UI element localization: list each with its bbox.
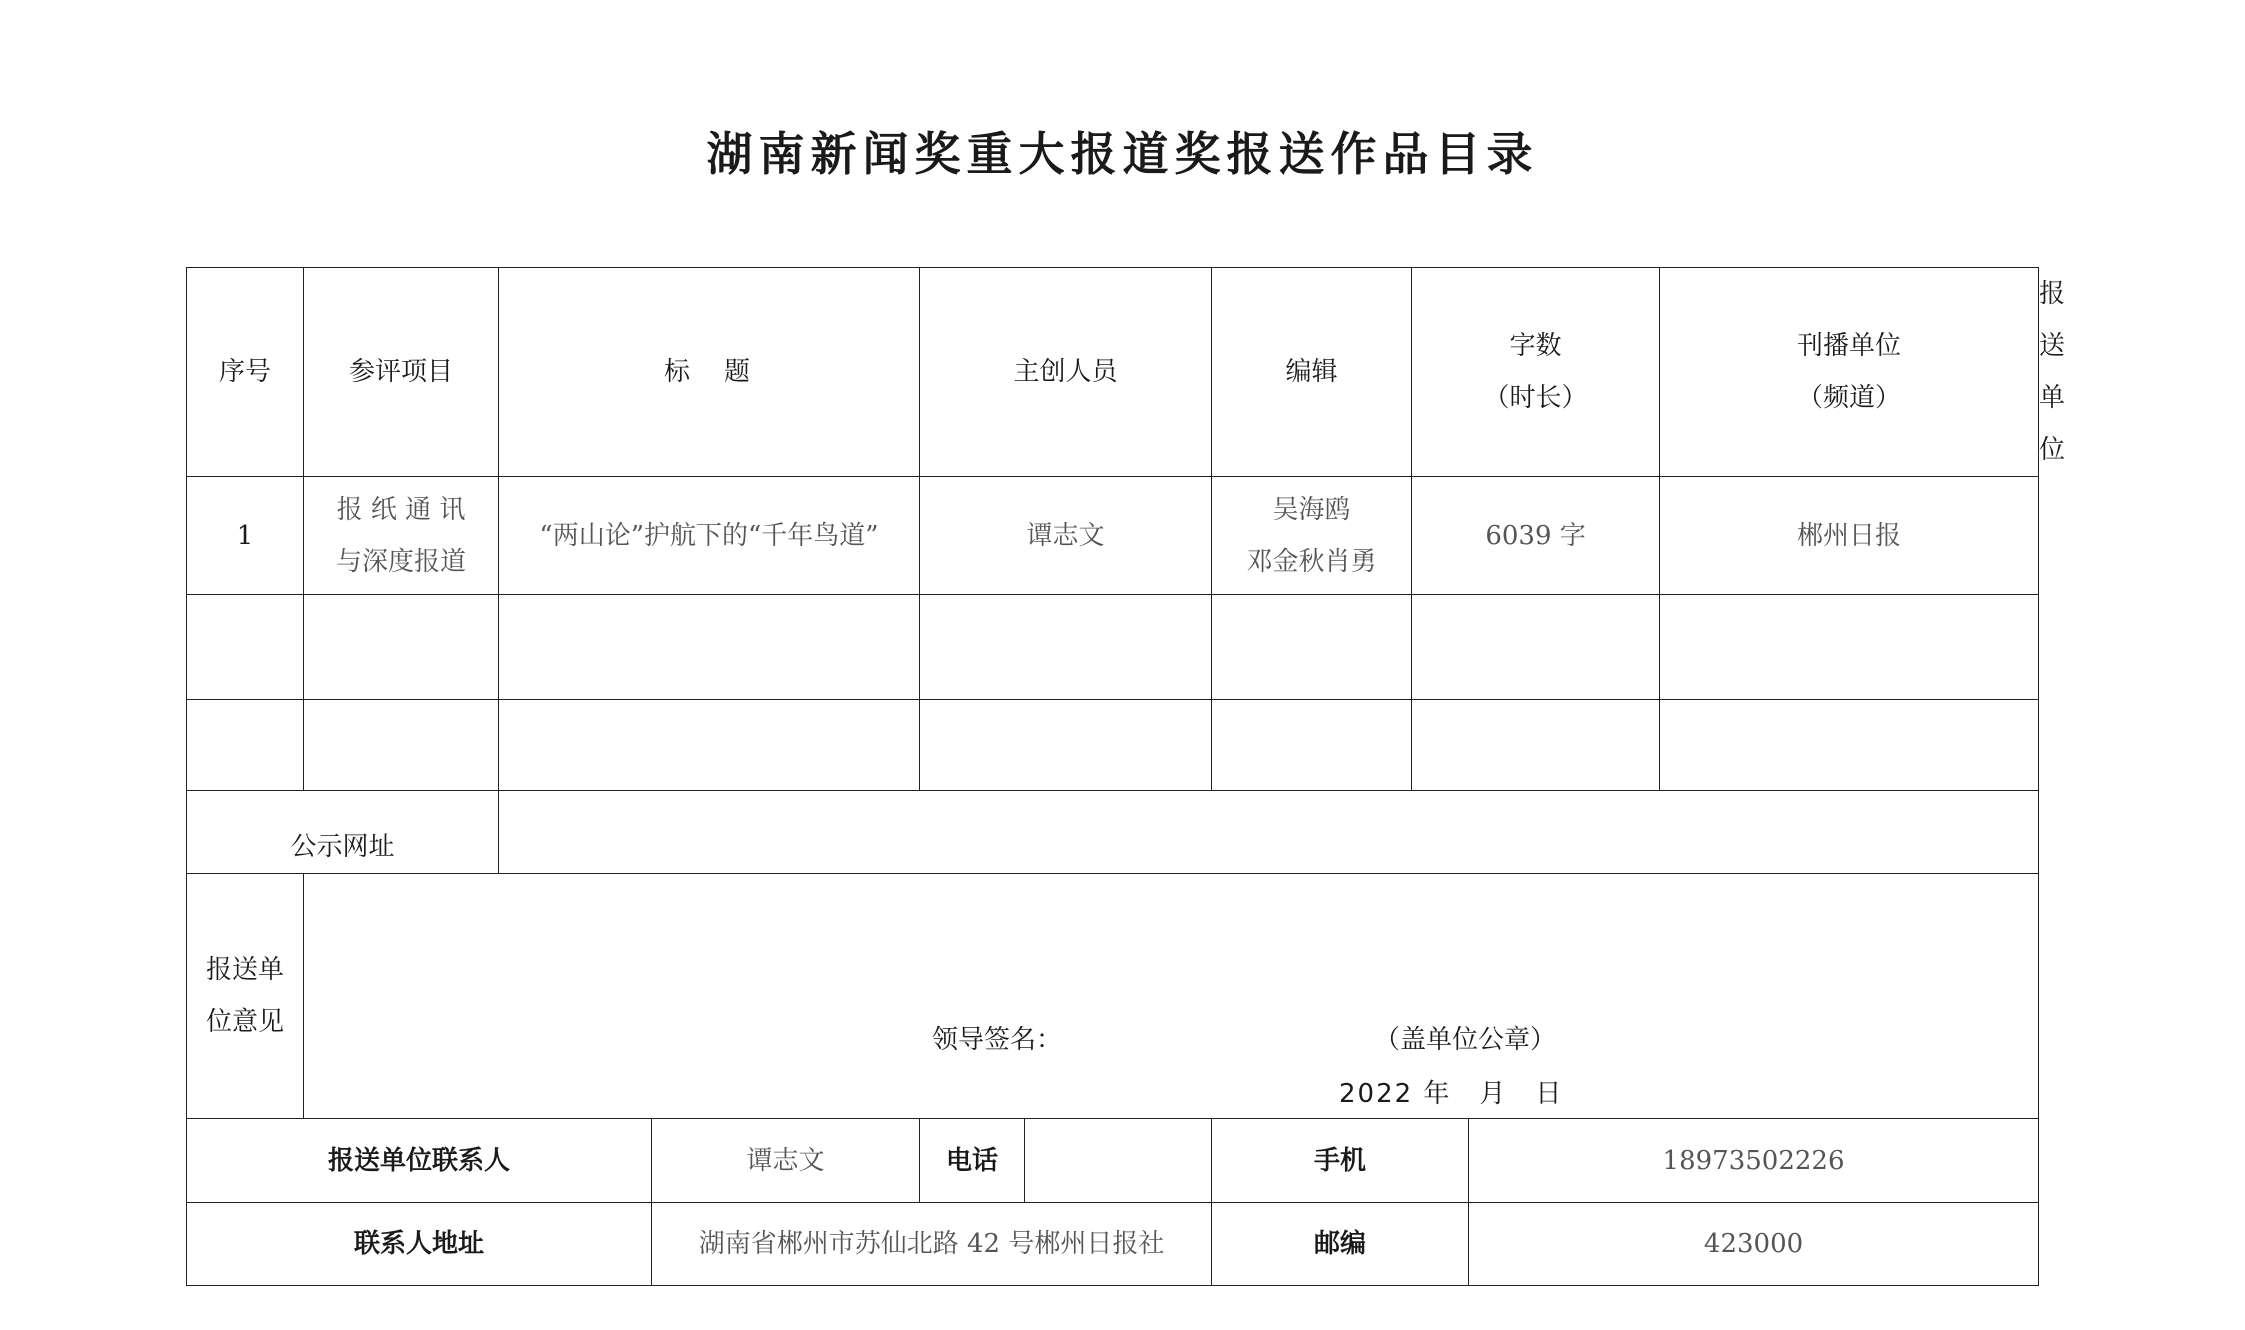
empty-cell (187, 700, 304, 791)
phone-value (1025, 1119, 1212, 1203)
row-length: 6039 字 (1412, 477, 1660, 595)
opinion-row (187, 874, 2039, 1119)
table-row-empty (187, 700, 2039, 791)
opinion-label-line2: 位意见 (205, 1007, 284, 1037)
header-publisher (1660, 268, 2039, 477)
opinion-label (187, 874, 304, 1119)
header-work-title: 标 题 (499, 268, 920, 477)
empty-cell (1412, 595, 1660, 700)
public-url-label: 公示网址 (187, 791, 499, 874)
empty-cell (304, 700, 499, 791)
row-category (304, 477, 499, 595)
row-creators: 谭志文 (920, 477, 1212, 595)
date-label: 2022 年 月 日 (1339, 1079, 1564, 1109)
row-category-line1: 报 纸 通 讯 (336, 494, 466, 525)
table-row (187, 477, 2039, 595)
header-category: 参评项目 (304, 268, 499, 477)
table-row-empty (187, 595, 2039, 700)
empty-cell (499, 595, 920, 700)
row-index: 1 (187, 477, 304, 595)
header-index: 序号 (187, 268, 304, 477)
address-label: 联系人地址 (187, 1203, 652, 1286)
page-title: 湖南新闻奖重大报道奖报送作品目录 (706, 127, 1539, 181)
empty-cell (920, 700, 1212, 791)
mobile-value: 18973502226 (1469, 1119, 2039, 1203)
contact-name: 谭志文 (652, 1119, 920, 1203)
empty-cell (1212, 595, 1412, 700)
row-editor-line2: 邓金秋肖勇 (1246, 546, 1377, 577)
opinion-area (304, 874, 2039, 1119)
header-editor: 编辑 (1212, 268, 1412, 477)
row-work-title: “两山论”护航下的“千年鸟道” (499, 477, 920, 595)
empty-cell (1212, 700, 1412, 791)
contact-row (187, 1119, 2039, 1203)
phone-label: 电话 (920, 1119, 1025, 1203)
row-editor (1212, 477, 1412, 595)
header-publisher-line2: （频道） (1797, 383, 1902, 413)
public-url-row (187, 791, 2039, 874)
postcode-label: 邮编 (1212, 1203, 1469, 1286)
postcode-value: 423000 (1469, 1203, 2039, 1286)
contact-label: 报送单位联系人 (187, 1119, 652, 1203)
header-creators: 主创人员 (920, 268, 1212, 477)
empty-cell (920, 595, 1212, 700)
mobile-label: 手机 (1212, 1119, 1469, 1203)
submission-table (186, 267, 2066, 1286)
row-editor-line1: 吴海鸥 (1272, 494, 1351, 525)
empty-cell (1660, 700, 2039, 791)
address-value: 湖南省郴州市苏仙北路 42 号郴州日报社 (652, 1203, 1212, 1286)
row-publisher: 郴州日报 (1660, 477, 2039, 595)
empty-cell (304, 595, 499, 700)
empty-cell (499, 700, 920, 791)
header-length-line2: （时长） (1483, 383, 1588, 413)
public-url-value (499, 791, 2039, 874)
header-length (1412, 268, 1660, 477)
header-length-line1: 字数 (1509, 331, 1562, 361)
empty-cell (1660, 595, 2039, 700)
address-row (187, 1203, 2039, 1286)
empty-cell (1412, 700, 1660, 791)
seal-label: （盖单位公章） (1374, 1025, 1557, 1055)
header-row: 序号 参评项目 标 题 主创人员 编辑 字数 （时长） 刊播单位 （频道） 报送单位 (187, 268, 2039, 477)
header-publisher-line1: 刊播单位 (1797, 331, 1902, 361)
empty-cell (187, 595, 304, 700)
leader-signature-label: 领导签名： (932, 1025, 1063, 1055)
row-category-line2: 与深度报道 (335, 546, 466, 577)
opinion-label-line1: 报送单 (205, 955, 284, 985)
